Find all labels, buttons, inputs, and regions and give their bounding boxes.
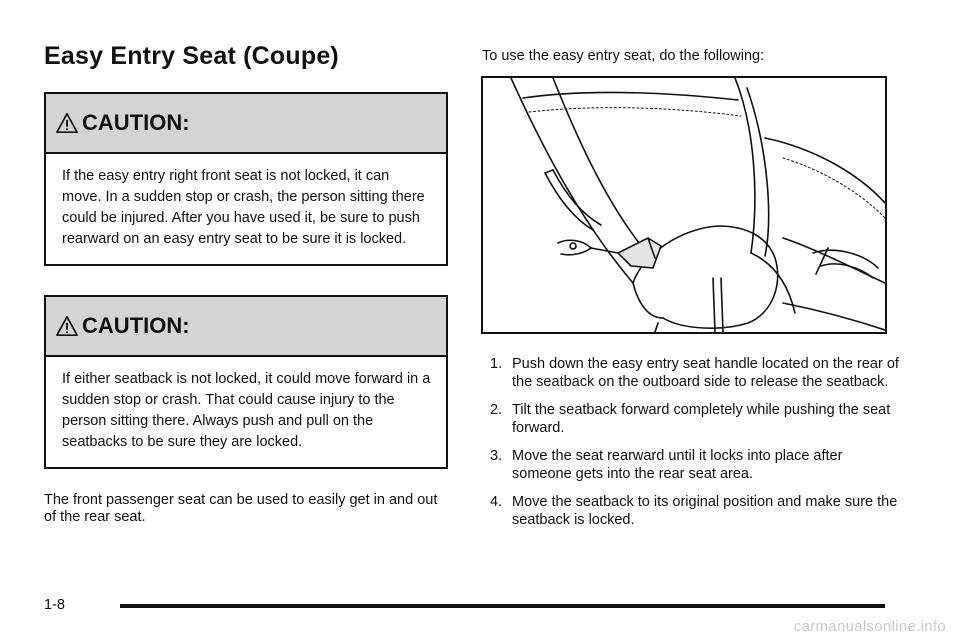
step-number: 3. (490, 448, 503, 464)
list-item (490, 355, 900, 391)
seat-drawing (483, 78, 885, 332)
page-title: Easy Entry Seat (Coupe) (44, 42, 339, 70)
list-item (490, 447, 900, 483)
intro-paragraph: The front passenger seat can be used to easily get in and out of the rear seat. (44, 492, 438, 525)
caution-header (46, 297, 446, 357)
list-item (490, 493, 900, 529)
step-text: Move the seatback to its original position and make sure the seatback is locked. (512, 494, 898, 528)
step-number: 4. (490, 494, 503, 510)
watermark: carmanualsonline.info (793, 618, 946, 635)
warning-triangle-icon (56, 112, 78, 134)
seat-illustration (481, 76, 887, 334)
caution-label: CAUTION: (82, 110, 190, 135)
page-number: 1-8 (44, 597, 65, 613)
warning-triangle-icon (56, 315, 78, 337)
footer-rule (120, 604, 885, 608)
caution-text: If the easy entry right front seat is not locked, it can move. In a sudden stop or crash, the person sitting there could be injured. After you have used it, be sure to push rearward on an easy entry seat to be sure it is locked. (62, 168, 425, 247)
step-text: Move the seat rearward until it locks into place after someone gets into the rear seat area. (512, 448, 843, 482)
step-number: 2. (490, 402, 503, 418)
caution-box-2 (44, 295, 448, 469)
step-text: Push down the easy entry seat handle located on the rear of the seatback on the outboard side to release the seatback. (512, 356, 899, 390)
caution-box-1 (44, 92, 448, 266)
step-number: 1. (490, 356, 503, 372)
procedure-intro: To use the easy entry seat, do the following: (482, 48, 765, 64)
step-text: Tilt the seatback forward completely while pushing the seat forward. (512, 402, 891, 436)
caution-header (46, 94, 446, 154)
list-item (490, 401, 900, 437)
caution-text: If either seatback is not locked, it could move forward in a sudden stop or crash. That could cause injury to the person sitting there. Always push and pull on the seatbacks to be sure they are locked. (62, 371, 431, 450)
procedure-steps (490, 355, 900, 539)
caution-label: CAUTION: (82, 313, 190, 338)
